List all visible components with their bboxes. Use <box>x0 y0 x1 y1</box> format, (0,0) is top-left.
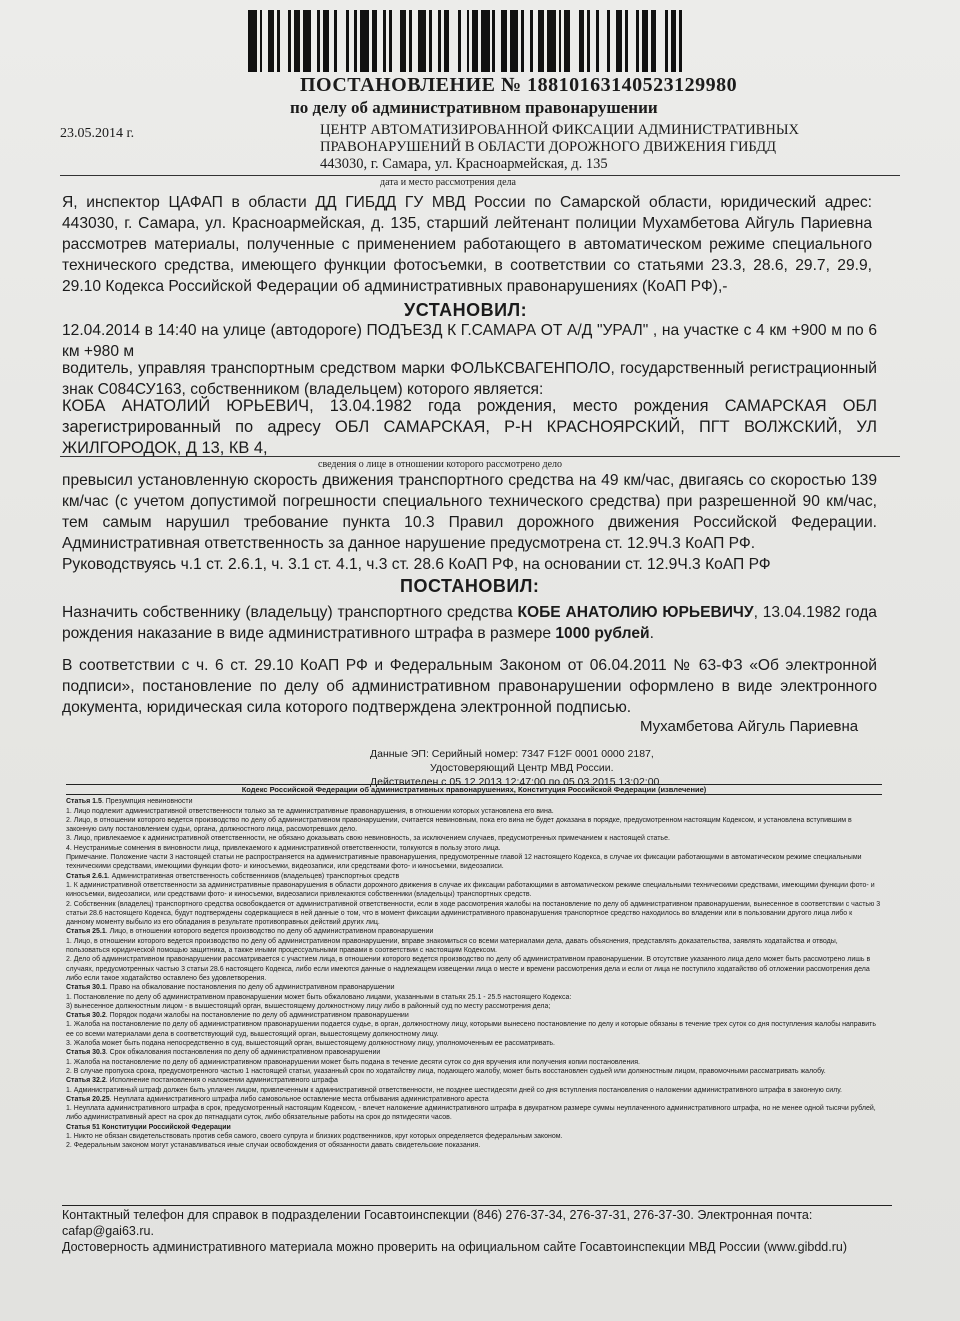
excerpt-text: 2. Лицо, в отношении которого ведется производство по делу об административном правонарушении, считается невиновным, пока его вина не будет доказана в порядке, предусмотренном настоящим Кодексом, и установлена вступившим в законную силу постановлением судьи, органа, должностного лица, рассмотревших дело. <box>66 816 852 834</box>
excerpt-article: Статья 30.1 <box>66 984 106 992</box>
excerpt-line <box>66 993 882 1002</box>
contact-footer <box>62 1205 892 1255</box>
excerpt-text: 1. Лицо подлежит административной ответственности только за те административные правонарушения, в отношении которых установлена его вина. <box>66 807 554 815</box>
excerpt-text: 2. В случае пропуска срока, предусмотренного частью 1 настоящей статьи, указанный срок по ходатайству лица, подающего жалобу, может быть восстановлен судьей или должностным лицом, правомочными рассматривать жалобу. <box>66 1067 826 1075</box>
barcode-bar <box>682 10 688 72</box>
excerpt-text: 2. Федеральным законом могут устанавливаться иные случаи освобождения от обязанности давать свидетельские показания. <box>66 1142 481 1150</box>
excerpt-text: 2. Собственник (владелец) транспортного средства освобождается от административной ответственности, если в ходе рассмотрения жалобы на постановление по делу об административном правонарушении, вынесенное в соответствии с частью 3 статьи 28.6 настоящего Кодекса, будут подтверждены содержащиеся в ней данные о том, что в момент фиксации административного правонарушения транспортное средство находилось во владении или в пользовании другого лица либо к данному моменту выбыло из его обладания в результате противоправных действий других лиц. <box>66 900 881 927</box>
excerpt-article: Статья 1.5 <box>66 798 102 806</box>
barcode-bar <box>599 10 608 72</box>
barcode-bar <box>547 10 556 72</box>
electronic-signature-paragraph: В соответствии с ч. 6 ст. 29.10 КоАП РФ и Федеральным Законом от 06.04.2011 № 63-ФЗ «Об электронной подписи», постановление по делу об административном правонарушении оформлено в виде электронного документа, юридическая сила которого подтверждена электронной подписью. <box>62 657 877 716</box>
fine-amount: 1000 рублей <box>555 625 650 642</box>
divider <box>60 175 900 176</box>
document-date: 23.05.2014 г. <box>60 126 135 141</box>
excerpt-line <box>66 1048 882 1057</box>
owner-info: КОБА АНАТОЛИЙ ЮРЬЕВИЧ, 13.04.1982 года рождения, место рождения САМАРСКАЯ ОБЛ зарегистрированный по адресу ОБЛ САМАРСКАЯ, Р-Н КРАСНОЯРСКИЙ, ПГТ ВОЛЖСКИЙ, УЛ ЖИЛГОРОДОК, Д 13, КВ 4, <box>62 397 877 457</box>
legal-basis: Руководствуясь ч.1 ст. 2.6.1, ч. 3.1 ст. 4.1, ч.3 ст. 28.6 КоАП РФ, на основании ст. 12.9Ч.3 КоАП РФ <box>62 556 771 573</box>
excerpt-line <box>66 983 882 992</box>
excerpt-line <box>66 1002 882 1011</box>
excerpt-line <box>66 881 882 900</box>
excerpt-line <box>66 1086 882 1095</box>
excerpt-line <box>66 853 882 872</box>
barcode-bar <box>449 10 458 72</box>
excerpt-line <box>66 1067 882 1076</box>
excerpt-text: 3) вынесенное должностным лицом - в вышестоящий орган, вышестоящему должностному лицу либо в районный суд по месту рассмотрения дела; <box>66 1002 551 1010</box>
center-line: ЦЕНТР АВТОМАТИЗИРОВАННОЙ ФИКСАЦИИ АДМИНИСТРАТИВНЫХ <box>320 122 799 138</box>
excerpt-line <box>66 1058 882 1067</box>
intro-paragraph: Я, инспектор ЦАФАП в области ДД ГИБДД ГУ МВД России по Самарской области, юридический адрес: 443030, г. Самара, ул. Красноармейская, д. 135, старший лейтенант полиции Мухамбетова Айгуль Париевна рассмотрев материалы, полученные с применением работающего в автоматическом режиме специального технического средства, имеющего функции фотосъемки, в соответствии со статьями 23.3, 28.6, 29.7, 29.9, 29.10 Кодекса Российской Федерации об административных правонарушениях (КоАП РФ),- <box>62 194 872 295</box>
driver-info: водитель, управляя транспортным средством марки ФОЛЬКСВАГЕНПОЛО, государственный регистрационный знак С084СУ163, собственником (владельцем) которого является: <box>62 360 877 398</box>
excerpt-line <box>66 900 882 928</box>
code-excerpt <box>66 784 882 1205</box>
divider <box>60 456 900 457</box>
excerpt-article: Статья 32.2 <box>66 1077 106 1085</box>
issuing-center <box>320 122 799 173</box>
excerpt-text: 3. Лицо, привлекаемое к административной ответственности, не обязано доказывать свою невиновность, за исключением случаев, предусмотренных примечанием к настоящей статье. <box>66 835 670 843</box>
excerpt-line <box>66 816 882 835</box>
excerpt-article: Статья 25.1 <box>66 928 106 936</box>
decided-heading: ПОСТАНОВИЛ: <box>400 576 540 596</box>
excerpt-body <box>66 797 882 1150</box>
excerpt-text: 1. Жалоба на постановление по делу об административном правонарушении может быть подана в течение десяти суток со дня вручения или получения копии постановления. <box>66 1058 640 1066</box>
barcode-bar <box>303 10 312 72</box>
excerpt-text: . Лицо, в отношении которого ведется производство по делу об административном правонарушении <box>105 928 434 936</box>
excerpt-line <box>66 834 882 843</box>
excerpt-text: 1. Постановление по делу об административном правонарушении может быть обжаловано лицами, указанными в статьях 25.1 - 25.5 настоящего Кодекса: <box>66 993 572 1001</box>
barcode-bar <box>418 10 427 72</box>
excerpt-line <box>66 1104 882 1123</box>
barcode-bar <box>510 10 519 72</box>
center-line: 443030, г. Самара, ул. Красноармейская, д. 135 <box>320 156 608 172</box>
excerpt-article: Статья 30.2 <box>66 1012 106 1020</box>
excerpt-text: Примечание. Положение части 3 настоящей статьи не распространяется на административные правонарушения, предусмотренные главой 12 настоящего Кодекса, в случае их фиксации работающими в автоматическом режиме специальными техническими средствами, имеющими функции фото- и киносъемки, видеозаписи, или средствами фото- и киносъемки, видеозаписи. <box>66 854 862 871</box>
penalty-text-end: . <box>649 625 654 642</box>
barcode-bar <box>248 10 257 72</box>
date-place-caption: дата и место рассмотрения дела <box>380 177 516 188</box>
signature-data <box>370 747 659 789</box>
established-heading: УСТАНОВИЛ: <box>404 300 528 320</box>
penalty-paragraph <box>62 602 877 644</box>
excerpt-text: 1. К административной ответственности за административные правонарушения в области дорожного движения в случае их фиксации работающими в автоматическом режиме специальными техническими средствами, имеющими функции фото- и киносъемки, видеозаписи, или средствами фото- и киносъемки, видеозаписи привлекаются собственники (владельцы) транспортных средств. <box>66 881 875 899</box>
excerpt-text: . Исполнение постановления о наложении административного штрафа <box>105 1077 338 1085</box>
excerpt-line <box>66 1141 882 1150</box>
excerpt-line <box>66 1039 882 1048</box>
barcode-bar <box>656 10 665 72</box>
excerpt-text: . Презумпция невиновности <box>101 798 193 806</box>
excerpt-text: . Право на обжалование постановления по делу об административном правонарушении <box>105 984 395 992</box>
barcode-bar <box>392 10 401 72</box>
excerpt-text: . Неуплата административного штрафа либо самовольное оставление места отбывания административного ареста <box>109 1095 489 1103</box>
excerpt-text: 4. Неустранимые сомнения в виновности лица, привлекаемого к административной ответственности, толкуются в пользу этого лица. <box>66 844 501 852</box>
document-title: ПОСТАНОВЛЕНИЕ № 18810163140523129980 <box>300 74 738 96</box>
excerpt-line <box>66 844 882 853</box>
signature-validity: Действителен с 05.12.2013 12:47:00 по 05.03.2015 13:02:00 <box>370 776 660 788</box>
signature-authority: Удостоверяющий Центр МВД России. <box>430 762 614 774</box>
contact-line: Контактный телефон для справок в подразделении Госавтоинспекции (846) 276-37-34, 276-37-31, 276-37-30. Электронная почта: cafap@gai63.ru. <box>62 1208 813 1238</box>
excerpt-line <box>66 797 882 806</box>
excerpt-text: . Срок обжалования постановления по делу об административном правонарушении <box>105 1049 381 1057</box>
excerpt-line <box>66 955 882 983</box>
excerpt-text: 3. Жалоба может быть подана непосредственно в суд, вышестоящий орган, вышестоящему должностному лицу, уполномоченным ее рассматривать. <box>66 1040 555 1048</box>
excerpt-text: 1. Неуплата административного штрафа в срок, предусмотренный настоящим Кодексом, - влечет наложение административного штрафа в двукратном размере суммы неуплаченного административного штрафа, но не менее одной тысячи рублей, либо административный арест на срок до пятнадцати суток, либо обязательные работы на срок до пятидесяти часов. <box>66 1105 876 1122</box>
excerpt-article: Статья 51 Конституции Российской Федерации <box>66 1123 231 1131</box>
excerpt-line <box>66 927 882 936</box>
excerpt-text: 1. Никто не обязан свидетельствовать против себя самого, своего супруга и близких родственников, круг которых определяется федеральным законом. <box>66 1132 563 1140</box>
excerpt-line <box>66 1095 882 1104</box>
penalty-text-a: Назначить собственнику (владельцу) транспортного средства <box>62 604 513 621</box>
excerpt-line <box>66 1020 882 1039</box>
excerpt-title: Кодекс Российской Федерации об административных правонарушениях, Конституция Российской Федерации (извлечение) <box>66 785 882 795</box>
excerpt-text: . Порядок подачи жалобы на постановление по делу об административном правонарушении <box>105 1012 409 1020</box>
excerpt-line <box>66 937 882 956</box>
violation-location: 12.04.2014 в 14:40 на улице (автодороге) ПОДЪЕЗД К Г.САМАРА ОТ А/Д "УРАЛ" , на участке с 4 км +900 м по 6 км +980 м <box>62 322 877 360</box>
excerpt-article: Статья 30.3 <box>66 1049 106 1057</box>
barcode-bar <box>337 10 346 72</box>
barcode <box>248 10 688 72</box>
excerpt-line <box>66 1076 882 1085</box>
document-subtitle: по делу об административном правонарушении <box>290 98 658 117</box>
barcode-bar <box>481 10 490 72</box>
excerpt-text: . Административная ответственность собственников (владельцев) транспортных средств <box>107 872 400 880</box>
excerpt-article: Статья 2.6.1 <box>66 872 108 880</box>
center-line: ПРАВОНАРУШЕНИЙ В ОБЛАСТИ ДОРОЖНОГО ДВИЖЕНИЯ ГИБДД <box>320 139 776 155</box>
violation-description: превысил установленную скорость движения транспортного средства на 49 км/час, двигаясь со скоростью 139 км/час (с учетом допустимой погрешности специального технического средства) при разрешенной 90 км/час, тем самым нарушил требование пункта 10.3 Правил дорожного движения Российской Федерации. Административная ответственность за данное нарушение предусмотрена ст. 12.9Ч.3 КоАП РФ. <box>62 472 877 552</box>
excerpt-text: 1. Административный штраф должен быть уплачен лицом, привлеченным к административной ответственности, не позднее шестидесяти дней со дня вступления постановления о наложении административного штрафа в законную силу. <box>66 1086 842 1094</box>
excerpt-line <box>66 872 882 881</box>
verification-line: Достоверность административного материала можно проверить на официальном сайте Госавтоинспекции МВД России (www.gibdd.ru) <box>62 1240 847 1254</box>
excerpt-text: 1. Жалоба на постановление по делу об административном правонарушении подается судье, в орган, должностному лицу, которыми вынесено постановление по делу и которые обязаны в течение трех суток со дня поступления жалобы направить ее со всеми материалами дела в соответствующий суд, вышестоящий орган, вышестоящему должностному лицу. <box>66 1021 876 1038</box>
excerpt-line <box>66 1132 882 1141</box>
excerpt-line <box>66 1011 882 1020</box>
excerpt-line <box>66 807 882 816</box>
penalty-text-b: , 13.04.1982 года рождения наказание в виде административного штрафа в размере <box>62 604 877 642</box>
barcode-bar <box>628 10 637 72</box>
person-caption: сведения о лице в отношении которого рассмотрено дело <box>318 459 562 470</box>
barcode-bar <box>280 10 289 72</box>
excerpt-text: 1. Лицо, в отношении которого ведется производство по делу об административном правонарушении, вправе знакомиться со всеми материалами дела, давать объяснения, представлять доказательства, заявлять ходатайства и отводы, пользоваться юридической помощью защитника, а также иными процессуальными правами в соответствии с настоящим Кодексом. <box>66 937 838 955</box>
excerpt-article: Статья 20.25 <box>66 1095 110 1103</box>
offender-name: КОБЕ АНАТОЛИЮ ЮРЬЕВИЧУ <box>517 604 754 621</box>
signature-serial: Данные ЭП: Серийный номер: 7347 F12F 0001 0000 2187, <box>370 748 654 760</box>
barcode-bar <box>360 10 369 72</box>
signer-name: Мухамбетова Айгуль Париевна <box>640 718 859 735</box>
barcode-bar <box>570 10 579 72</box>
excerpt-line <box>66 1123 882 1132</box>
excerpt-text: 2. Дело об административном правонарушении рассматривается с участием лица, в отношении которого ведется производство по делу об административном правонарушении. В отсутствие указанного лица дело может быть рассмотрено лишь в случаях, предусмотренных частью 3 статьи 28.6 настоящего Кодекса, либо если имеются данные о надлежащем извещении лица о месте и времени рассмотрения дела и если от лица не поступило ходатайство об отложении рассмотрения дела либо если такое ходатайство оставлено без удовлетворения. <box>66 956 871 982</box>
